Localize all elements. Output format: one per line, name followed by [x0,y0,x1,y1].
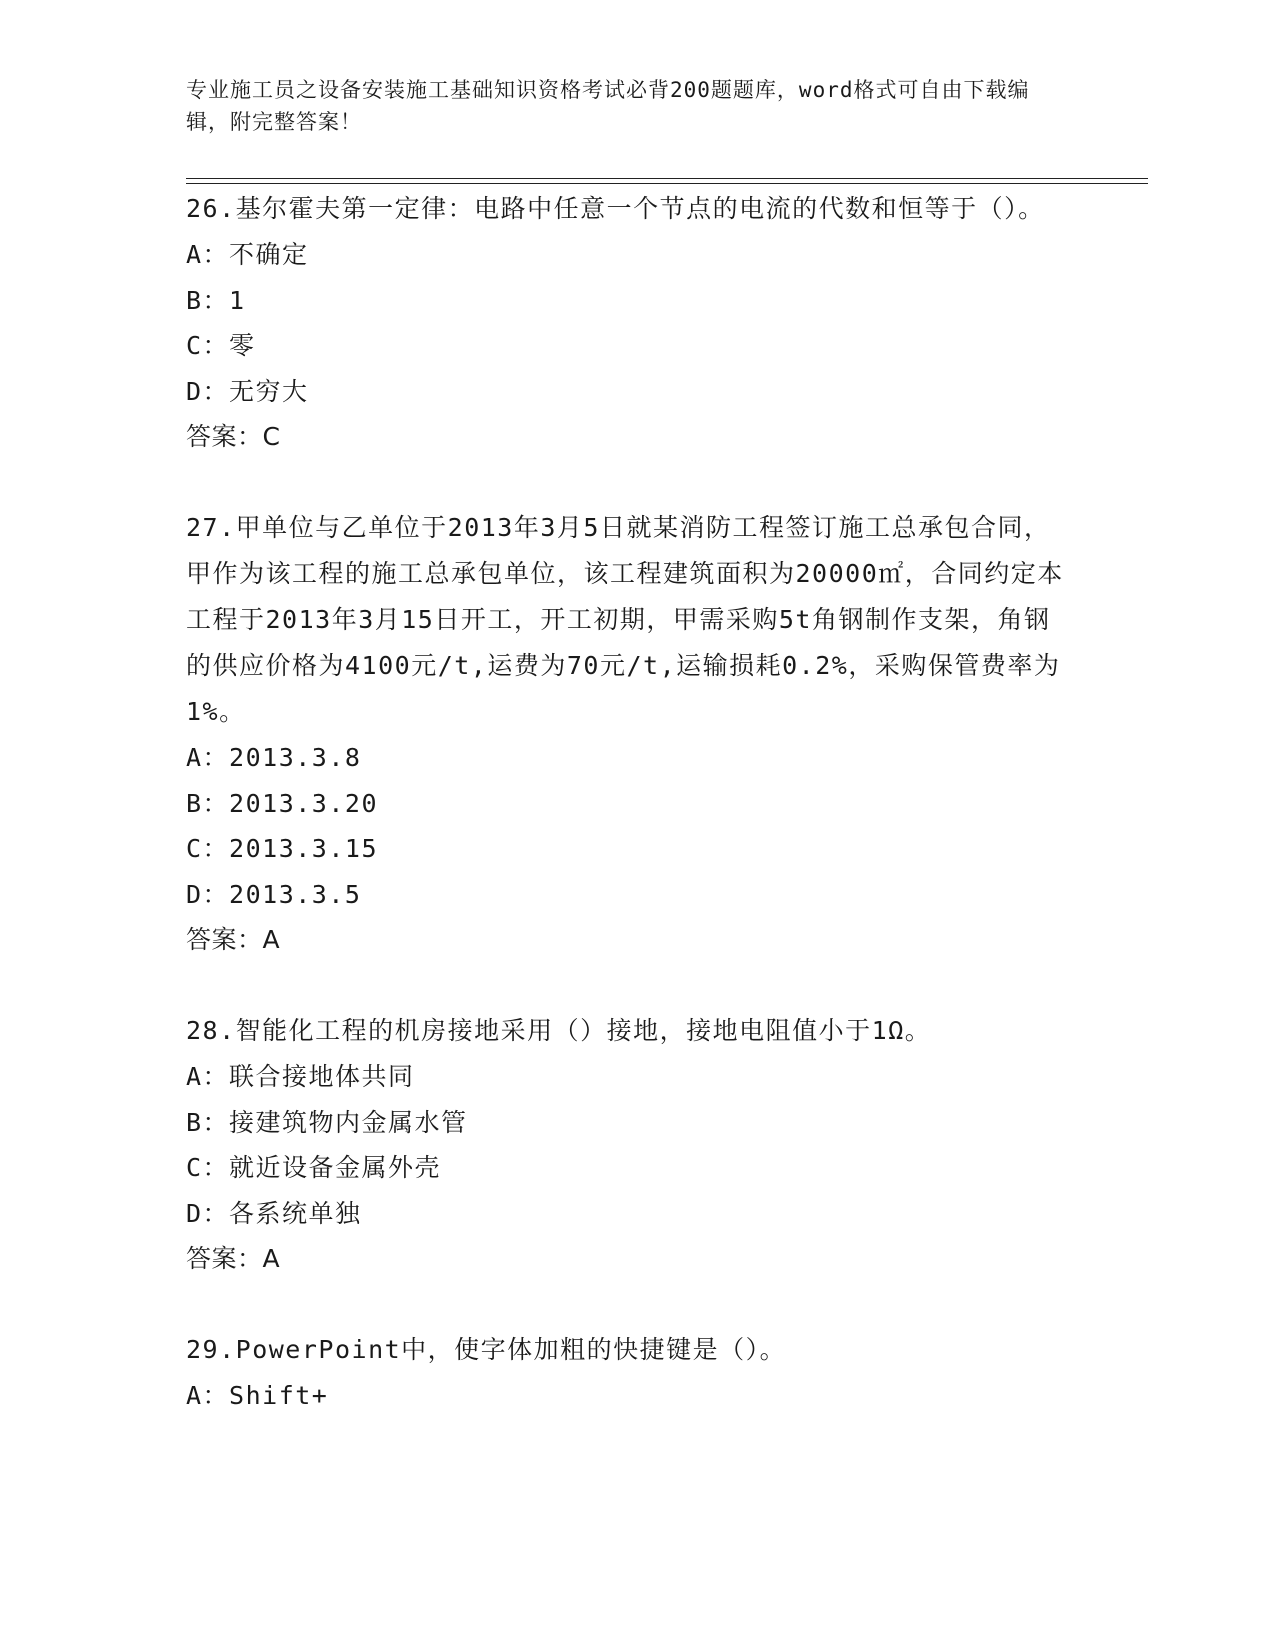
header-divider-top [186,178,1148,179]
option-a: A：2013.3.8 [186,743,362,772]
question-28 [186,1008,1066,1281]
option-a: A：不确定 [186,240,309,269]
option-c: C：就近设备金属外壳 [186,1153,442,1182]
option-d: D：无穷大 [186,376,309,406]
question-27 [186,505,1066,962]
answer-label: 答案：C [186,422,281,451]
question-stem: 27.甲单位与乙单位于2013年3月5日就某消防工程签订施工总承包合同，甲作为该工程的施工总承包单位，该工程建筑面积为20000㎡，合同约定本工程于2013年3月15日开工，开工初期，甲需采购5t角钢制作支架，角钢的供应价格为4100元/t,运费为70元/t,运输损耗0.2%，采购保管费率为1%。 [186,513,1064,726]
option-b: B：接建筑物内金属水管 [186,1107,468,1137]
question-29 [186,1327,1066,1419]
option-d: D：各系统单独 [186,1198,362,1228]
question-stem: 28.智能化工程的机房接地采用（）接地，接地电阻值小于1Ω。 [186,1016,932,1045]
header-divider-bottom [186,183,1148,184]
option-b: B：2013.3.20 [186,788,379,818]
question-stem: 29.PowerPoint中，使字体加粗的快捷键是（）。 [186,1335,787,1364]
option-a: A：Shift+ [186,1381,329,1410]
answer-label: 答案：A [186,925,281,954]
question-stem: 26.基尔霍夫第一定律：电路中任意一个节点的电流的代数和恒等于（）。 [186,194,1045,223]
document-header: 专业施工员之设备安装施工基础知识资格考试必背200题题库，word格式可自由下载编辑，附完整答案！ [186,78,1030,134]
option-c: C：2013.3.15 [186,834,379,863]
answer-label: 答案：A [186,1244,281,1273]
option-d: D：2013.3.5 [186,879,362,909]
option-c: C：零 [186,331,256,360]
question-26 [186,186,1066,459]
question-list [186,186,1066,1419]
option-a: A：联合接地体共同 [186,1062,415,1091]
option-b: B：1 [186,285,246,315]
